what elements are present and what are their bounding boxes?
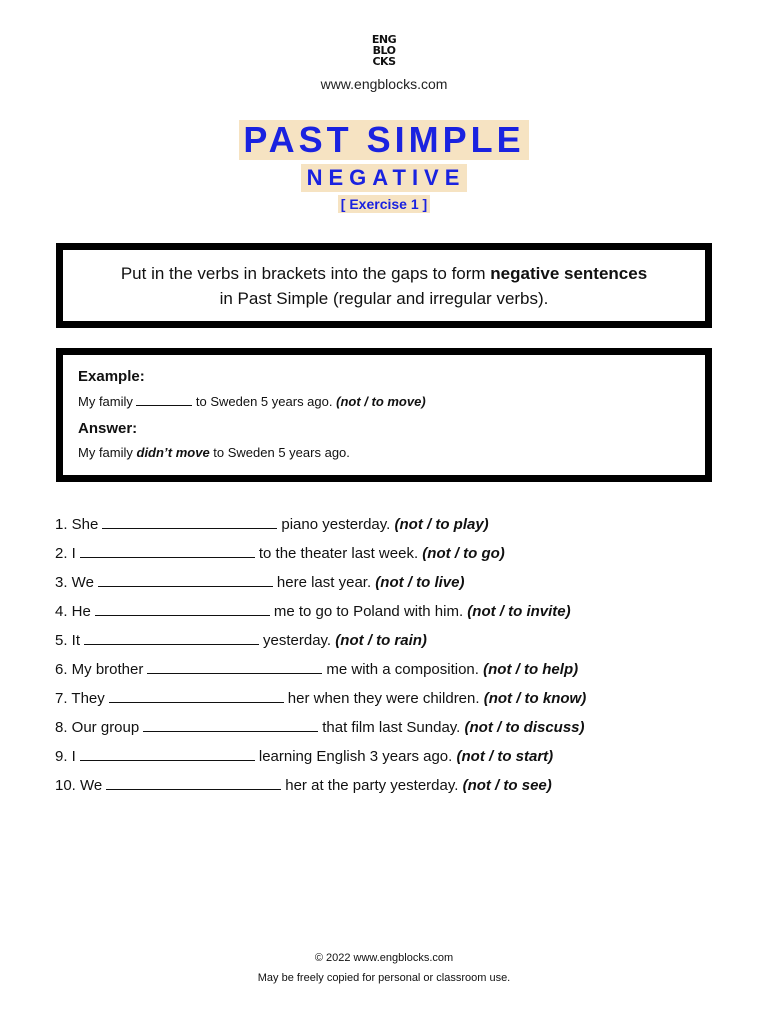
- exercise-hint: (not / to play): [394, 516, 489, 533]
- exercise-text: me with a composition.: [326, 661, 479, 678]
- exercise-prefix: 2. I: [55, 545, 76, 562]
- exercise-prefix: 1. She: [55, 516, 99, 533]
- exercise-item: [55, 686, 586, 715]
- example-label: Example:: [78, 368, 145, 385]
- instructions-box: [56, 243, 712, 328]
- exercise-hint: (not / to live): [375, 574, 465, 591]
- exercise-hint: (not / to go): [422, 545, 505, 562]
- footer-copyright: © 2022 www.engblocks.com: [314, 952, 454, 964]
- exercise-item: [55, 715, 586, 744]
- answer-blank[interactable]: [84, 628, 259, 645]
- exercise-prefix: 6. My brother: [55, 661, 144, 678]
- footer-note: May be freely copied for personal or classroom use.: [257, 972, 511, 984]
- exercise-prefix: 10. We: [55, 777, 103, 794]
- page-subtitle: NEGATIVE: [301, 164, 468, 192]
- instructions-text-1: Put in the verbs in brackets into the gaps to form: [120, 263, 491, 283]
- exercise-item: [55, 657, 586, 686]
- answer-after: to Sweden 5 years ago.: [209, 445, 350, 460]
- exercise-hint: (not / to discuss): [464, 719, 585, 736]
- exercise-item: [55, 570, 586, 599]
- exercise-text: yesterday.: [263, 632, 332, 649]
- instructions-bold: negative sentences: [490, 263, 648, 283]
- instructions-line-1: [121, 261, 647, 286]
- engblocks-logo: [0, 34, 768, 67]
- example-blank: [136, 394, 192, 406]
- exercise-prefix: 7. They: [55, 690, 105, 707]
- exercise-prefix: 9. I: [55, 748, 76, 765]
- exercise-prefix: 4. He: [55, 603, 91, 620]
- example-hint: (not / to move): [336, 394, 426, 409]
- exercise-hint: (not / to invite): [467, 603, 571, 620]
- site-url[interactable]: www.engblocks.com: [320, 76, 448, 92]
- example-before: My family: [78, 394, 133, 409]
- answer-blank[interactable]: [109, 686, 284, 703]
- page-title: PAST SIMPLE: [239, 120, 528, 160]
- answer-blank[interactable]: [98, 570, 273, 587]
- answer-blank[interactable]: [106, 773, 281, 790]
- exercise-item: [55, 744, 586, 773]
- exercise-text: her at the party yesterday.: [285, 777, 459, 794]
- answer-blank[interactable]: [147, 657, 322, 674]
- answer-before: My family: [78, 445, 137, 460]
- example-box: [56, 348, 712, 482]
- exercise-text: piano yesterday.: [281, 516, 391, 533]
- answer-blank[interactable]: [143, 715, 318, 732]
- exercise-item: [55, 541, 586, 570]
- exercise-text: that film last Sunday.: [322, 719, 461, 736]
- answer-bold: didn’t move: [136, 445, 210, 460]
- exercise-item: [55, 599, 586, 628]
- exercise-hint: (not / to rain): [335, 632, 427, 649]
- exercise-text: to the theater last week.: [258, 545, 419, 562]
- exercise-text: her when they were children.: [287, 690, 480, 707]
- answer-blank[interactable]: [80, 541, 255, 558]
- exercise-text: learning English 3 years ago.: [258, 748, 453, 765]
- exercise-hint: (not / to know): [483, 690, 587, 707]
- exercise-text: me to go to Poland with him.: [273, 603, 464, 620]
- instructions-line-2: in Past Simple (regular and irregular verbs).: [219, 288, 549, 308]
- exercise-item: [55, 628, 586, 657]
- answer-sentence: [78, 445, 350, 460]
- logo-line-3: CKS: [372, 55, 396, 68]
- exercise-item: [55, 773, 586, 802]
- example-sentence: [78, 394, 426, 409]
- answer-blank[interactable]: [80, 744, 255, 761]
- exercise-label: [ Exercise 1 ]: [338, 195, 430, 213]
- exercise-list: [55, 512, 586, 802]
- logo-line-2: BLO: [372, 44, 396, 57]
- logo-line-1: ENG: [371, 33, 397, 46]
- answer-blank[interactable]: [95, 599, 270, 616]
- exercise-item: [55, 512, 586, 541]
- exercise-prefix: 5. It: [55, 632, 81, 649]
- exercise-hint: (not / to start): [456, 748, 554, 765]
- answer-label: Answer:: [78, 420, 138, 437]
- exercise-hint: (not / to help): [483, 661, 579, 678]
- exercise-text: here last year.: [276, 574, 372, 591]
- exercise-prefix: 8. Our group: [55, 719, 140, 736]
- answer-blank[interactable]: [102, 512, 277, 529]
- example-after: to Sweden 5 years ago.: [195, 394, 333, 409]
- exercise-hint: (not / to see): [462, 777, 552, 794]
- exercise-prefix: 3. We: [55, 574, 94, 591]
